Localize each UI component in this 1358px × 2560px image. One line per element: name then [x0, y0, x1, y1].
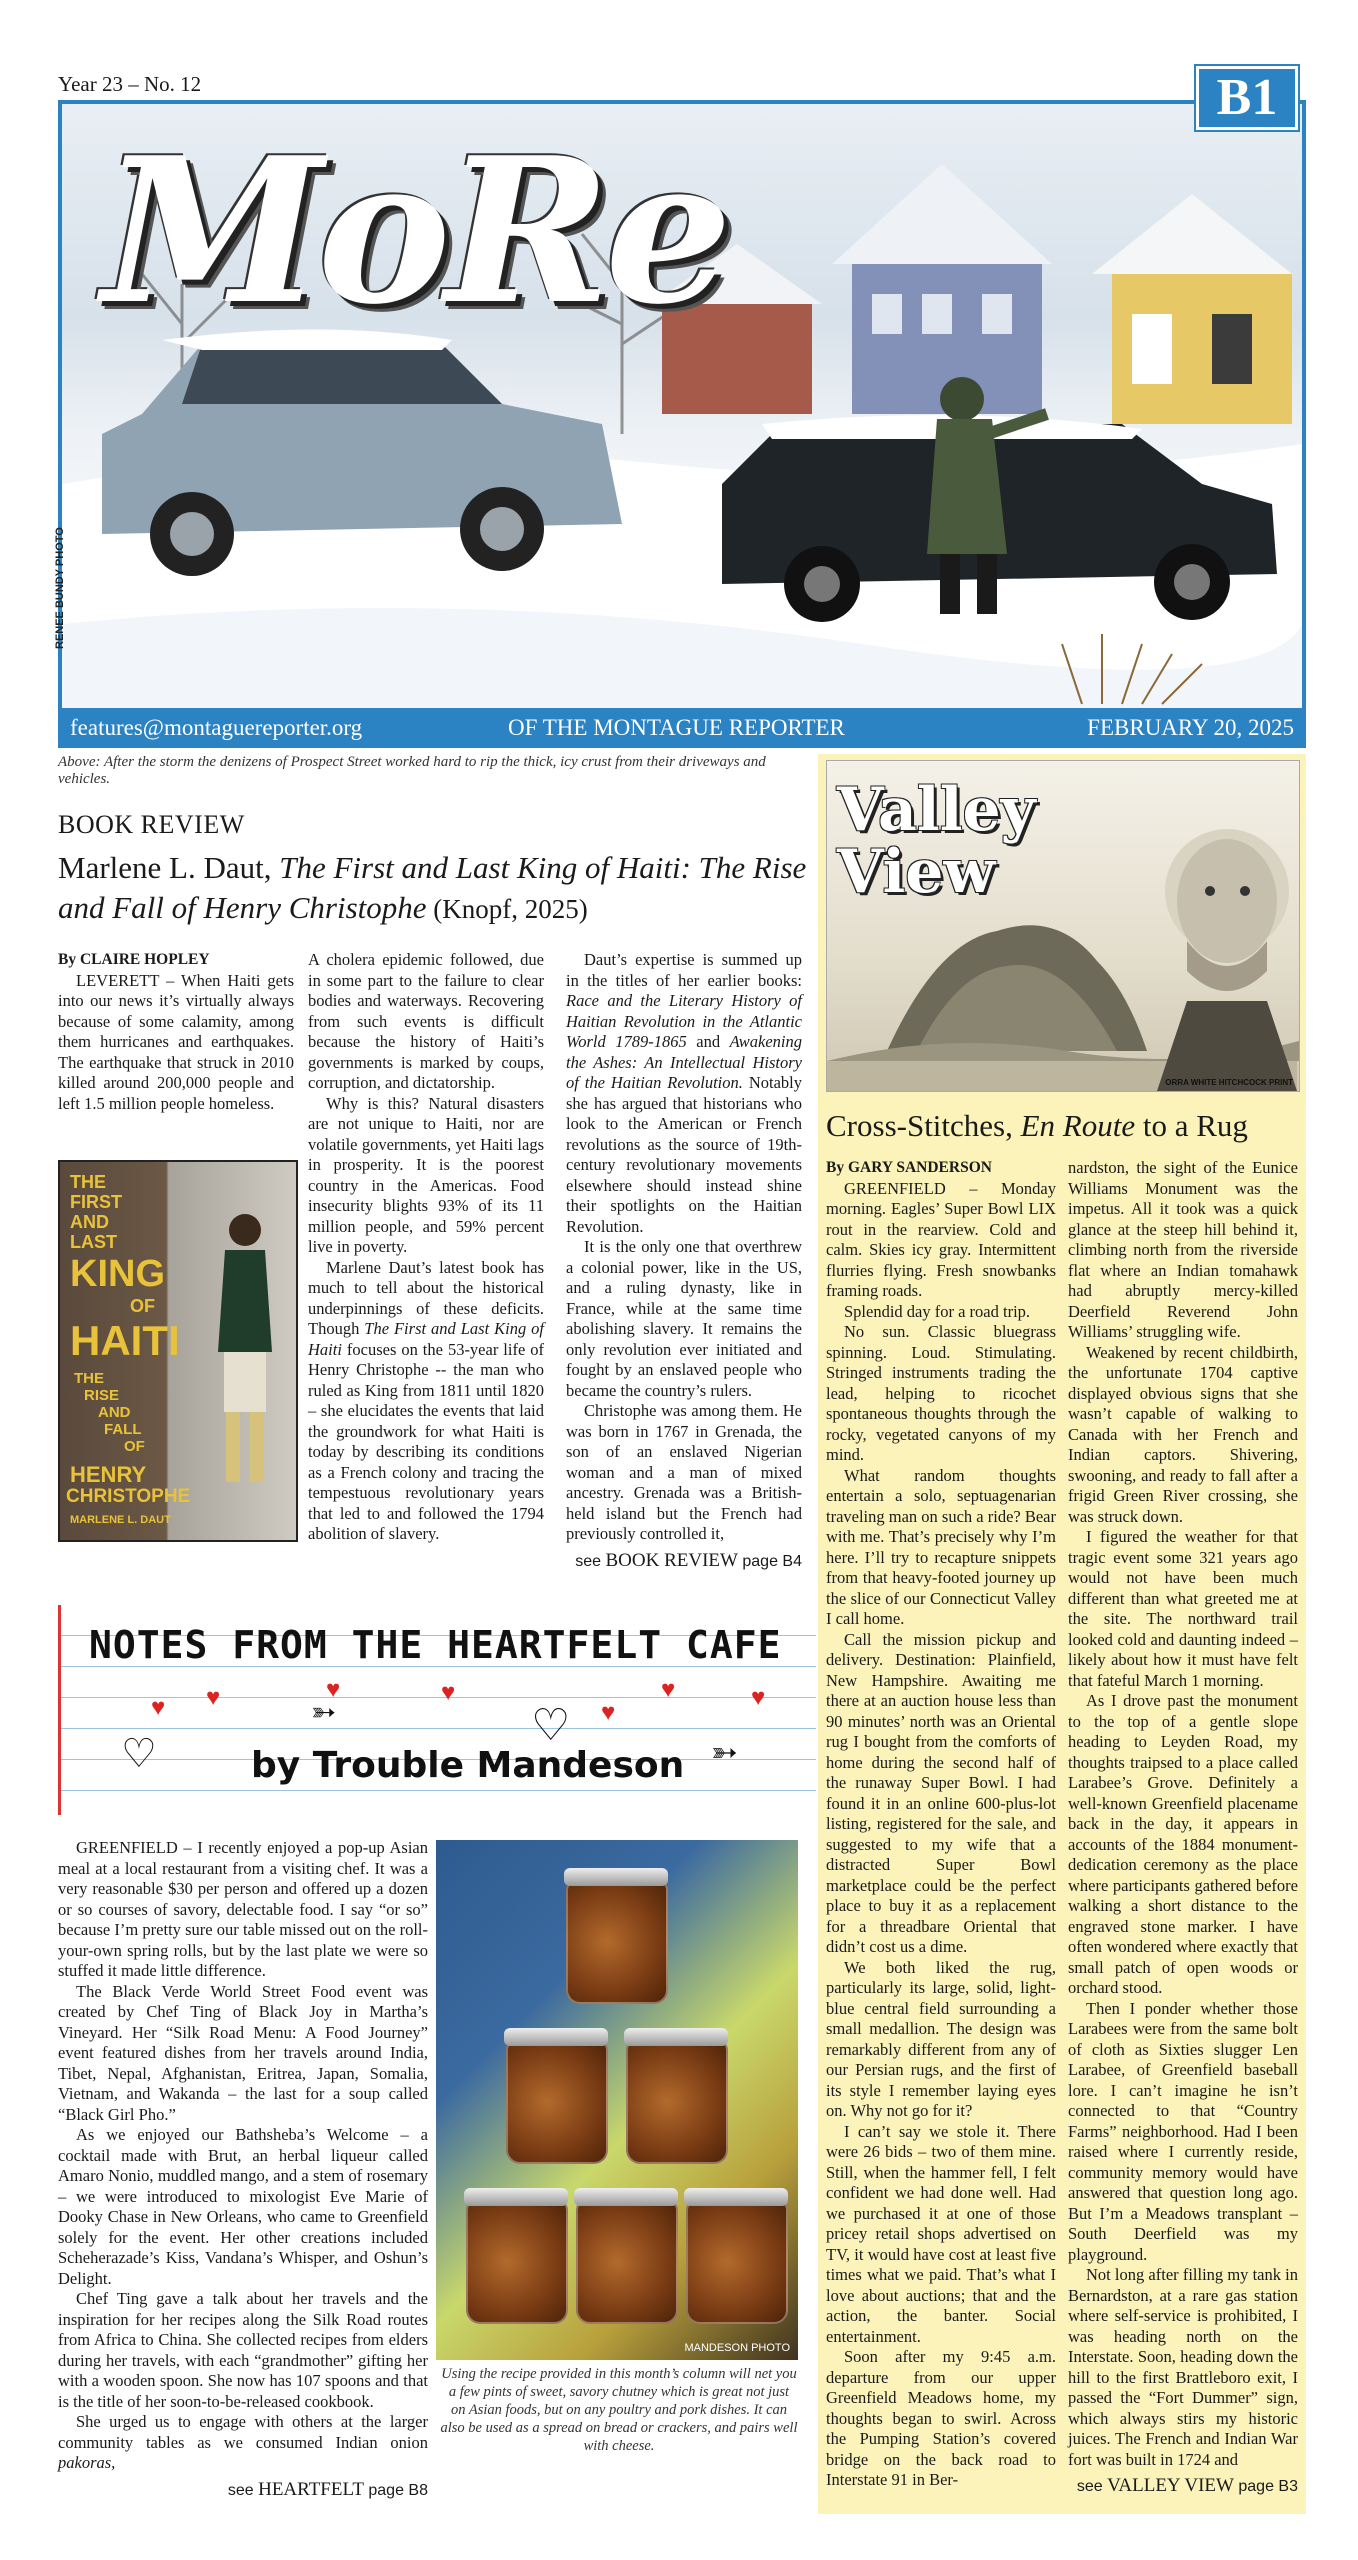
chutney-photo-credit: MANDESON PHOTO	[684, 2342, 790, 2354]
heart-icon: ♥	[601, 1700, 616, 1726]
book-review-paragraph: It is the only one that overthrew a colonial power, like in the US, and a ruling dynasty, like in France, while at the same time abolishing slavery. It remains the only revolution ever initiated and fought by an enslaved people who became the country’s rulers.	[566, 1237, 802, 1400]
heart-icon: ♥	[751, 1685, 766, 1711]
heartfelt-continued-link[interactable]: see HEARTFELT page B8	[227, 2478, 428, 2500]
valley-view-paragraph: Not long after filling my tank in Bernardston, at a rare gas station where self-service is prohibited, I was heading north on the Interstate. Soon, heading down the hill to the first Brattleboro exit, I passed the “Fort Dummer” sign, which always stirs my historic juices. The French and Indian War fort was built in 1724 and	[1068, 2265, 1298, 2469]
heart-icon: ♥	[661, 1677, 676, 1703]
valley-view-headline: Cross-Stitches, En Route to a Rug	[826, 1108, 1248, 1143]
cover-subtitle: THE RISE AND FALL OF	[74, 1370, 145, 1455]
masthead-title: MoRe	[102, 114, 727, 349]
valley-view-paragraph: What random thoughts entertain a solo, septuagenarian traveling man on such a ride? Bear with me. That’s precisely why I’m here. I’ll try to recapture snippets from that heavy-footed journey up the slice of our Connecticut Valley I call home.	[826, 1465, 1056, 1628]
jar-icon	[506, 2040, 608, 2164]
valley-view-paragraph: We both liked the rug, particularly its large, solid, light-blue central field surrounding a small medallion. The design was remarkably different from any of our Persian rugs, and the first of its style I remember laying eyes on. Why not go for it?	[826, 1957, 1056, 2120]
valley-view-paragraph: Splendid day for a road trip.	[844, 1301, 1031, 1321]
valley-view-paragraph: I figured the weather for that tragic event some 321 years ago would not have been much different than what greeted me at the site. The northward trail looked cold and daunting indeed – likely about how it must have felt that fateful March 1 morning.	[1068, 1527, 1298, 1690]
heartfelt-column	[58, 1838, 428, 2501]
book-review-kicker: BOOK REVIEW	[58, 810, 245, 839]
book-review-paragraph: Daut’s expertise is summed up in the titles of her earlier books: Race and the Literary History of Haitian Revolution in the Atlantic World 1789-1865 and Awakening the Ashes: An Intellectual History of the Haitian Revolution. Notably she has argued that historians who look to the American or French revolutions as the source of 19th-century revolutionary movements elsewhere should instead shine their spotlights on the Haitian Revolution.	[566, 950, 803, 1236]
heartfelt-paragraph: She urged us to engage with others at the larger community tables as we consumed Indian onion pakoras,	[58, 2412, 428, 2472]
valley-view-paragraph: As I drove past the monument to the top of a gentle slope heading to Leyden Road, my thoughts traipsed to a place called Larabee’s Grove. Definitely a well-known Greenfield placename back in the day, it appears in accounts of the 1884 monument-dedication ceremony as the place where participants gathered before walking a short distance to the engraved stone marker. I have often wondered where exactly that small patch of open woods or orchard stood.	[1068, 1691, 1298, 1997]
masthead-photo-credit: RENEE BUNDY PHOTO	[54, 527, 66, 649]
cover-haiti: HAITI	[70, 1317, 180, 1364]
heartfelt-cafe-banner	[58, 1605, 816, 1815]
book-review-headline	[58, 848, 818, 929]
valley-view-paragraph: GREENFIELD – Monday morning. Eagles’ Super Bowl LIX rout in the rearview. Cold and calm. Skies icy gray. Intermittent flurries flying. Fresh snowbanks framing roads.	[826, 1178, 1056, 1300]
heartfelt-paragraph: Chef Ting gave a talk about her travels and the inspiration for her recipes along the Silk Road routes from Africa to China. She collected recipes from elders during her travels, with each “grandmother” gifting her with a wooden spoon. She now has 107 spoons and that is the title of her soon-to-be-released cookbook.	[58, 2289, 428, 2411]
arrow-icon: ➳	[711, 1734, 738, 1770]
book-review-column-2	[308, 950, 544, 1545]
valley-view-paragraph: I can’t say we stole it. There were 26 bids – two of them mine. Still, when the hammer fell, I felt confident we had done well. Had we purchased it at one of those pricey retail shops advertised on TV, it would have cost at least five times what we paid. That’s what I love about auctions; that and the action, the banter. Social entertainment.	[826, 2121, 1056, 2346]
cover-portrait-figure	[190, 1202, 290, 1502]
heartfelt-banner-byline: by Trouble Mandeson	[251, 1745, 685, 1786]
cover-title-small: THE FIRST AND LAST	[70, 1172, 122, 1252]
book-review-column-3	[566, 950, 802, 1572]
valley-view-paragraph: Call the mission pickup and delivery. Destination: Plainfield, New Hampshire. Awaiting me there at an auction house less than 90 minutes’ north was an Oriental rug I bought from the comforts of home during the second half of the runaway Super Bowl. I had found it in an online 600-plus-lot listing, registered for the sale, and suggested to my wife that a distracted Super Bowl marketplace could be the perfect place to buy it as a replacement for a threadbare Oriental that didn’t cost us a dime.	[826, 1629, 1056, 1956]
book-review-paragraph: Christophe was among them. He was born in 1767 in Grenada, the son of an enslaved Nigerian woman and a man of mixed ancestry. Grenada was a British-held island but the French had previously controlled it,	[566, 1401, 802, 1543]
jar-icon	[566, 1880, 668, 2004]
page-number-badge: B1	[1196, 66, 1298, 130]
book-cover-image	[58, 1160, 298, 1542]
valley-view-image-credit: ORRA WHITE HITCHCOCK PRINT	[1165, 1078, 1293, 1087]
valley-view-column-2	[1068, 1158, 1298, 2498]
valley-view-paragraph: Then I ponder whether those Larabees were from the same bolt of cloth as Sixties slugger Len Larabee, of Greenfield baseball lore. I can’t imagine he isn’t connected to that “Country Farms” neighborhood. Had I been raised where I currently reside, community memory would have answered that question long ago. But I’m a Meadows transplant – South Deerfield was my playground.	[1068, 1998, 1298, 2264]
headline-book-title: The First and Last King of Haiti: The Rise and Fall of Henry Christophe	[58, 850, 807, 925]
cover-king: KING	[70, 1253, 165, 1295]
valley-view-header-image	[826, 760, 1300, 1092]
book-review-column-1	[58, 950, 294, 1114]
heart-icon: ♥	[206, 1685, 221, 1711]
chutney-photo-caption: Using the recipe provided in this month’s column will net you a few pints of sweet, savory chutney which is great not just on Asian foods, but on any poultry and pork dishes. It can also be used as a spread on bread or crackers, and pairs well with cheese.	[440, 2366, 798, 2454]
heart-icon: ♥	[441, 1680, 456, 1706]
cover-christophe: CHRISTOPHE	[66, 1486, 191, 1507]
book-review-paragraph: Marlene Daut’s latest book has much to tell about the historical underpinnings of these deficits. Though The First and Last King of Haiti focuses on the 53-year life of Henry Christophe -- the man who ruled as King from 1811 until 1820 – she elucidates the events that laid the groundwork for what Haiti is today by describing its conditions as a French colony and tracing the tempestuous revolutionary years that led to and followed the 1794 abolition of slavery.	[308, 1257, 544, 1543]
jar-icon	[626, 2040, 728, 2164]
masthead-photo	[54, 100, 1306, 713]
issue-date: FEBRUARY 20, 2025	[1087, 715, 1294, 740]
arrow-icon: ➳	[311, 1696, 337, 1729]
jar-icon	[686, 2200, 788, 2324]
cover-of: OF	[130, 1296, 155, 1316]
heartfelt-paragraph: The Black Verde World Street Food event was created by Chef Ting of Black Joy in Martha’s Vineyard. Her “Silk Road Menu: A Food Journey” event featured dishes from her travels around India, Tibet, Nepal, Afghanistan, Eritrea, Japan, Somalia, Vietnam, and Wakanda – the last for a soup called “Black Girl Pho.”	[58, 1981, 428, 2124]
valley-view-paragraph: nardston, the sight of the Eunice Williams Monument was the impetus. All it took was a quick glance at the steep hill behind it, climbing north from the riverside flat where an Indian tomahawk had abruptly mercy-killed Deerfield Reverend John Williams’ struggling wife.	[1068, 1158, 1298, 1341]
book-review-paragraph: LEVERETT – When Haiti gets into our news it’s virtually always because of some calamity, among them hurricanes and earthquakes. The earthquake that struck in 2010 killed around 200,000 people and left 1.5 million people homeless.	[58, 970, 294, 1113]
book-review-continued-link[interactable]: see BOOK REVIEW page B4	[575, 1549, 802, 1571]
valley-view-title: Valley View	[837, 775, 1036, 907]
valley-view-column-1	[826, 1158, 1056, 2491]
book-review-paragraph: Why is this? Natural disasters are not unique to Haiti, nor are volatile governments, yet Haiti lags in prosperity. It is the poorest country in the Americas. Food insecurity blights 93% of its 11 million people, and 59% percent live in poverty.	[308, 1093, 544, 1256]
headline-publisher: (Knopf, 2025)	[426, 894, 588, 924]
section-name: OF THE MONTAGUE REPORTER	[508, 715, 845, 740]
book-review-byline: By CLAIRE HOPLEY	[58, 951, 210, 968]
jar-icon	[576, 2200, 678, 2324]
valley-view-byline: By GARY SANDERSON	[826, 1159, 992, 1176]
valley-view-paragraph: Weakened by recent childbirth, the unfortunate 1704 captive displayed obvious signs that she wasn’t capable of walking to Canada with her French and Indian captors. Shivering, swooning, and ready to fall after a frigid Green River crossing, she was struck down.	[1068, 1342, 1298, 1526]
valley-view-paragraph: No sun. Classic bluegrass spinning. Loud. Stimulating. Stringed instruments trading the lead, helping to ricochet spontaneous thoughts through the rocky, vegetated canyons of my mind.	[826, 1322, 1056, 1464]
heartfelt-paragraph: GREENFIELD – I recently enjoyed a pop-up Asian meal at a local restaurant from a visiting chef. It was a very reasonable $30 per person and offered up a dozen or so courses of savory, delectable food. I say “or so” because I’m pretty sure our table missed out on the roll-your-own spring rolls, but by the last plate we were so stuffed it made little difference.	[58, 1838, 428, 1980]
cover-author: MARLENE L. DAUT	[70, 1514, 171, 1526]
heart-icon: ♥	[151, 1695, 166, 1721]
heart-icon: ♥	[326, 1677, 341, 1703]
valley-view-paragraph: Soon after my 9:45 a.m. departure from our upper Greenfield Meadows home, my thoughts began to swirl. Across the Pumping Station’s covered bridge on the back road to Interstate 91 in Ber-	[826, 2347, 1056, 2489]
chutney-jars-photo	[436, 1840, 798, 2360]
heartfelt-paragraph: As we enjoyed our Bathsheba’s Welcome – a cocktail made with Brut, an herbal liqueur called Amaro Nonio, muddled mango, and a stem of rosemary – we were introduced to mixologist Eve Marie of Dooky Chase in New Orleans, who came to Greenfield solely for the event. Her other creations included Scheherazade’s Kiss, Vandana’s Whisper, and Oshun’s Delight.	[58, 2125, 428, 2288]
valley-view-continued-link[interactable]: see VALLEY VIEW page B3	[1076, 2475, 1298, 2496]
headline-author: Marlene L. Daut,	[58, 850, 280, 885]
heart-outline-icon: ♡	[121, 1731, 157, 1776]
heartfelt-banner-title: NOTES FROM THE HEARTFELT CAFE	[89, 1623, 782, 1667]
masthead-photo-caption: Above: After the storm the denizens of Prospect Street worked hard to rip the thick, icy crust from their driveways and vehicles.	[58, 754, 766, 787]
features-email-link[interactable]: features@montaguereporter.org	[70, 715, 363, 740]
cover-henry: HENRY	[70, 1462, 147, 1487]
heart-outline-icon: ♡	[531, 1701, 571, 1750]
masthead-info-bar	[58, 708, 1306, 748]
book-review-paragraph: A cholera epidemic followed, due in some part to the failure to clear bodies and waterways. Recovering from such events is difficult because the history of Haiti’s governments is marked by coups, corruption, and dictatorship.	[308, 950, 544, 1092]
issue-number: Year 23 – No. 12	[58, 72, 202, 96]
jar-icon	[466, 2200, 568, 2324]
